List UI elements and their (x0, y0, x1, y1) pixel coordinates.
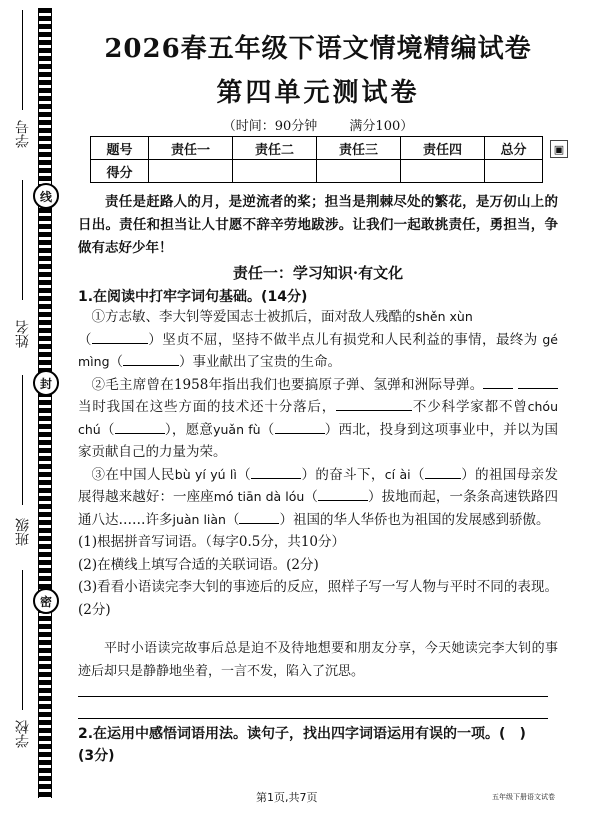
answer-blank[interactable] (425, 464, 461, 479)
score-header-cell: 题号 (91, 137, 149, 160)
qr-code-icon[interactable]: ▣ (550, 140, 568, 158)
binding-line (22, 375, 23, 505)
student-number-label: 学号 (15, 120, 31, 148)
score-header-cell: 责任一 (149, 137, 233, 160)
pinyin: mó tiān dà lóu (213, 489, 305, 504)
answer-blank[interactable] (275, 419, 325, 434)
class-label: 班级 (15, 518, 31, 546)
question-1-heading: 1.在阅读中打牢字词句基础。(14分) (78, 289, 308, 305)
pinyin: cí ài (384, 466, 411, 482)
answer-blank[interactable] (336, 396, 412, 411)
answer-blank[interactable] (483, 374, 513, 389)
answer-blank[interactable] (115, 419, 165, 434)
score-cell[interactable] (400, 160, 484, 183)
binding-film-strip (38, 8, 52, 798)
question-2-heading: 2.在运用中感悟词语用法。读句子，找出四字词语运用有误的一项。( ) (78, 726, 526, 742)
answer-blank[interactable] (318, 486, 368, 501)
score-table-score-row (91, 160, 543, 183)
pinyin: shěn xùn (415, 309, 473, 324)
page-number: 第1页,共7页 (256, 791, 318, 804)
footer-exam-name: 五年级下册语文试卷 (492, 793, 555, 801)
score-cell[interactable] (232, 160, 316, 183)
seal-line-mark: 线 (33, 183, 59, 209)
pinyin: bù yí yú lì (174, 466, 237, 482)
answer-blank[interactable] (251, 464, 301, 479)
name-label: 姓名 (15, 320, 31, 348)
sub-question-3: (3)看看小语读完李大钊的事迹后的反应，照样子写一写人物与平时不同的表现。(2分) (78, 579, 558, 618)
score-header-cell: 责任二 (232, 137, 316, 160)
score-cell[interactable] (484, 160, 542, 183)
seal-seal-mark: 封 (33, 370, 59, 396)
full-score: 满分100） (349, 119, 414, 134)
passage-paragraph-1: ①方志敏、李大钊等爱国志士被抓后，面对敌人残酷的shěn xùn （ ）坚贞不屈，坚持不做半点儿有损党和人民利益的事情，最终为 gé mìng（ ）事业献出了宝贵的生命。 (78, 309, 558, 370)
score-cell[interactable] (316, 160, 400, 183)
sub-question-1: (1)根据拼音写词语。（每字0.5分，共10分） (78, 534, 346, 550)
question-1-body (78, 306, 558, 621)
question-2 (78, 723, 558, 767)
binding-margin (0, 0, 70, 818)
binding-line (22, 10, 23, 110)
score-header-cell: 责任三 (316, 137, 400, 160)
answer-blank[interactable] (518, 374, 558, 389)
score-table-header-row (91, 137, 543, 160)
exam-subtitle: 第四单元测试卷 (216, 78, 420, 108)
answer-line[interactable] (78, 696, 548, 697)
score-cell[interactable] (149, 160, 233, 183)
binding-line (22, 570, 23, 710)
sub-question-2: (2)在横线上填写合适的关联词语。(2分) (78, 556, 319, 573)
exam-title: 2026春五年级下语文情境精编试卷 (104, 34, 532, 64)
exam-meta (78, 115, 558, 134)
section-heading: 责任一：学习知识·有文化 (232, 264, 404, 282)
pinyin: yuǎn fù (213, 421, 261, 437)
pinyin: gé mìng (78, 331, 558, 369)
pinyin: juàn liàn (172, 511, 226, 527)
binding-line (22, 180, 23, 300)
question-2-points: (3分) (78, 748, 115, 764)
time-limit: （时间：90分钟 (222, 119, 318, 134)
school-label: 学校 (15, 720, 31, 748)
answer-blank[interactable] (239, 509, 279, 524)
passage-paragraph-3: ③在中国人民bù yí yú lì（ ）的奋斗下，cí ài（ ）的祖国母亲发展得越来越好：一座座mó tiān dà lóu（ ）拔地而起，一条条高速铁路四通八达……许多juàn liàn（ ）祖国的华人华侨也为祖国的发展感到骄傲。 (78, 464, 558, 532)
example-sentence: 平时小语读完故事后总是迫不及待地想要和朋友分享，今天她读完李大钊的事迹后却只是静静地坐着，一言不发，陷入了沉思。 (78, 641, 558, 679)
answer-blank[interactable] (92, 329, 148, 344)
answer-blank[interactable] (123, 351, 179, 366)
passage-paragraph-2: ②毛主席曾在1958年指出我们也要搞原子弹、氢弹和洲际导弹。 当时我国在这些方面的技术还十分落后， 不少科学家都不曾chóu chú（ ），愿意yuǎn fù（ ）西北，投身到这项事业中，并以为国家贡献自己的力量为荣。 (78, 374, 558, 464)
pinyin: chóu chú (78, 399, 559, 437)
answer-line[interactable] (78, 718, 548, 719)
score-header-cell: 总分 (484, 137, 542, 160)
score-row-label: 得分 (91, 160, 149, 183)
score-header-cell: 责任四 (400, 137, 484, 160)
intro-paragraph: 责任是赶路人的月，是逆流者的桨；担当是荆棘尽处的繁花，是万仞山上的日出。责任和担当让人甘愿不辞辛劳地跋涉。让我们一起敢挑责任，勇担当，争做有志好少年！ (78, 194, 558, 256)
seal-secret-mark: 密 (33, 588, 59, 614)
score-table (90, 136, 543, 183)
